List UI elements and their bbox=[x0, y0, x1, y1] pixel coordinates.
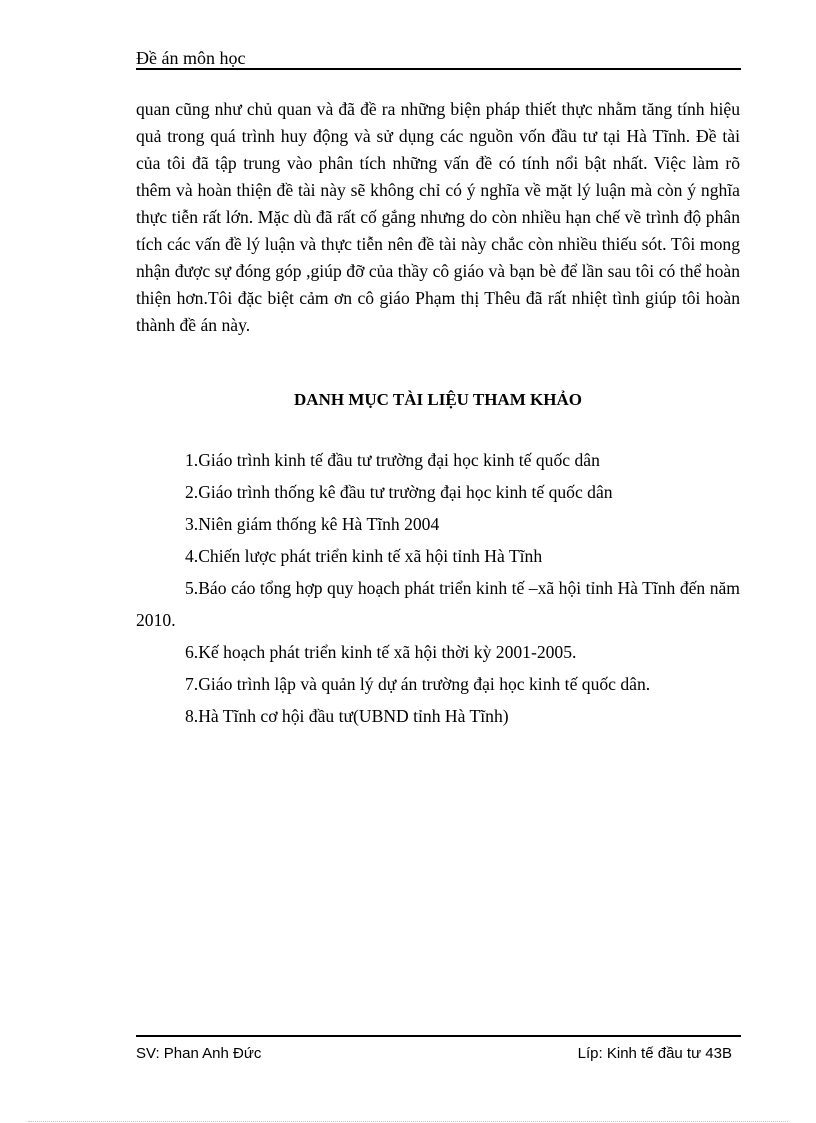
reference-item-3: 3.Niên giám thống kê Hà Tĩnh 2004 bbox=[185, 514, 440, 534]
reference-item-7: 7.Giáo trình lập và quản lý dự án trường đại học kinh tế quốc dân. bbox=[185, 674, 651, 694]
footer-divider bbox=[136, 1035, 741, 1037]
reference-item-1: 1.Giáo trình kinh tế đầu tư trường đại học kinh tế quốc dân bbox=[185, 450, 600, 470]
footer-class-name: Líp: Kinh tế đầu tư 43B bbox=[577, 1045, 732, 1062]
conclusion-paragraph: quan cũng như chủ quan và đã đề ra những biện pháp thiết thực nhằm tăng tính hiệu quả trong quá trình huy động và sử dụng các nguồn vốn đầu tư tại Hà Tĩnh. Đề tài của tôi đã tập trung vào phân tích những vấn đề có tính nổi bật nhất. Việc làm rõ thêm và hoàn thiện đề tài này sẽ không chỉ có ý nghĩa về mặt lý luận mà còn ý nghĩa thực tiễn rất lớn. Mặc dù đã rất cố gắng nhưng do còn nhiều hạn chế về trình độ phân tích các vấn đề lý luận và thực tiễn nên đề tài này chắc còn nhiều thiếu sót. Tôi mong nhận được sự đóng góp ,giúp đỡ của thầy cô giáo và bạn bè để lần sau tôi có thể hoàn thiện hơn.Tôi đặc biệt cảm ơn cô giáo Phạm thị Thêu đã rất nhiệt tình giúp tôi hoàn thành đề án này. bbox=[136, 99, 740, 335]
references-heading: DANH MỤC TÀI LIỆU THAM KHẢO bbox=[294, 390, 582, 409]
reference-item-6: 6.Kế hoạch phát triển kinh tế xã hội thời kỳ 2001-2005. bbox=[185, 642, 577, 662]
page-header-title: Đề án môn học bbox=[136, 48, 246, 68]
header-divider bbox=[136, 68, 741, 70]
reference-item-4: 4.Chiến lược phát triển kinh tế xã hội tỉnh Hà Tĩnh bbox=[185, 546, 543, 566]
reference-item-5: 5.Báo cáo tổng hợp quy hoạch phát triển kinh tế –xã hội tỉnh Hà Tĩnh đến năm 2010. bbox=[136, 578, 740, 630]
reference-item-2: 2.Giáo trình thống kê đầu tư trường đại học kinh tế quốc dân bbox=[185, 482, 613, 502]
footer-student-name: SV: Phan Anh Đức bbox=[136, 1045, 262, 1062]
reference-list bbox=[136, 444, 740, 732]
reference-item-8: 8.Hà Tĩnh cơ hội đầu tư(UBND tỉnh Hà Tĩnh) bbox=[185, 706, 509, 726]
page-bottom-edge bbox=[28, 1121, 788, 1122]
